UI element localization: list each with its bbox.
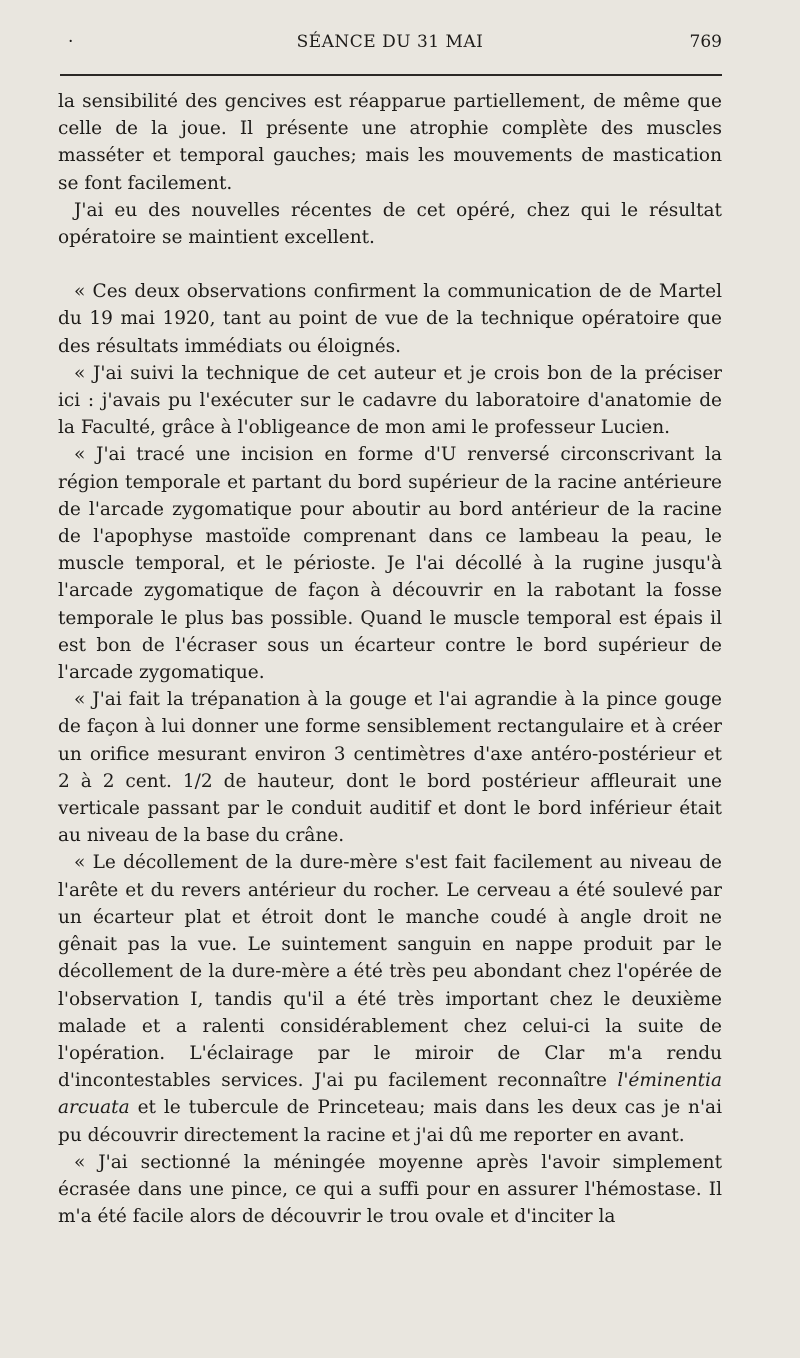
paragraph: « J'ai sectionné la méningée moyenne après l'avoir simplement écrasée dans une pince, ce qui a suffi pour en assurer l'hémostase. Il m'a été facile alors de découvrir le trou ovale et d'inciter la: [58, 1151, 722, 1228]
paragraph: « J'ai suivi la technique de cet auteur et je crois bon de la préciser ici : j'avais pu l'exécuter sur le cadavre du laboratoire d'anatomie de la Faculté, grâce à l'obligeance de mon ami le professeur Lucien.: [58, 362, 722, 439]
paragraph: « J'ai fait la trépanation à la gouge et l'ai agrandie à la pince gouge de façon à lui donner une forme sensiblement rectangulaire et à créer un orifice mesurant environ 3 centimètres d'axe antéro-postérieur et 2 à 2 cent. 1/2 de hauteur, dont le bord postérieur affleurait une verticale passant par le conduit auditif et dont le bord inférieur était au niveau de la base du crâne.: [58, 689, 722, 847]
header-rule: [60, 74, 722, 76]
paragraph-text: « Le décollement de la dure-mère s'est fait facilement au niveau de l'arête et du revers antérieur du rocher. Le cerveau a été soulevé par un écarteur plat et étroit dont le manche coudé à angle droit ne gênait pas la vue. Le suintement sanguin en nappe produit par le décollement de la dure-mère a été très peu abondant chez l'opérée de l'observation I, tandis qu'il a été très important chez le deuxième malade et a ralenti considérablement chez celui-ci la suite de l'opération. L'éclairage par le miroir de Clar m'a rendu d'incontestables services. J'ai pu facilement reconnaître: [58, 852, 722, 1092]
body-text: [58, 88, 722, 1230]
paragraph: [58, 849, 722, 1148]
page-number: 769: [689, 32, 722, 52]
paragraph-text: et le tubercule de Princeteau; mais dans les deux cas je n'ai pu découvrir directement la racine et j'ai dû me reporter en avant.: [58, 1097, 722, 1146]
page-header: [58, 32, 722, 60]
header-dot: ·: [68, 32, 74, 52]
italic-term: l'éminentia arcuata: [58, 1070, 722, 1119]
paragraph: la sensibilité des gencives est réapparue partiellement, de même que celle de la joue. Il présente une atrophie complète des muscles masséter et temporal gauches; mais les mouvements de mastication se font facilement.: [58, 91, 722, 194]
paragraph: « J'ai tracé une incision en forme d'U renversé circonscrivant la région temporale et partant du bord supérieur de la racine antérieure de l'arcade zygomatique pour aboutir au bord antérieur de la racine de l'apophyse mastoïde comprenant dans ce lambeau la peau, le muscle temporal, et le périoste. Je l'ai décollé à la rugine jusqu'à l'arcade zygomatique de façon à découvrir en la rabotant la fosse temporale le plus bas possible. Quand le muscle temporal est épais il est bon de l'écraser sous un écarteur contre le bord supérieur de l'arcade zygomatique.: [58, 444, 722, 684]
running-head: SÉANCE DU 31 MAI: [296, 32, 484, 52]
paragraph: J'ai eu des nouvelles récentes de cet opéré, chez qui le résultat opératoire se maintient excellent.: [58, 199, 722, 249]
paragraph: « Ces deux observations confirment la communication de de Martel du 19 mai 1920, tant au point de vue de la technique opératoire que des résultats immédiats ou éloignés.: [58, 281, 722, 357]
